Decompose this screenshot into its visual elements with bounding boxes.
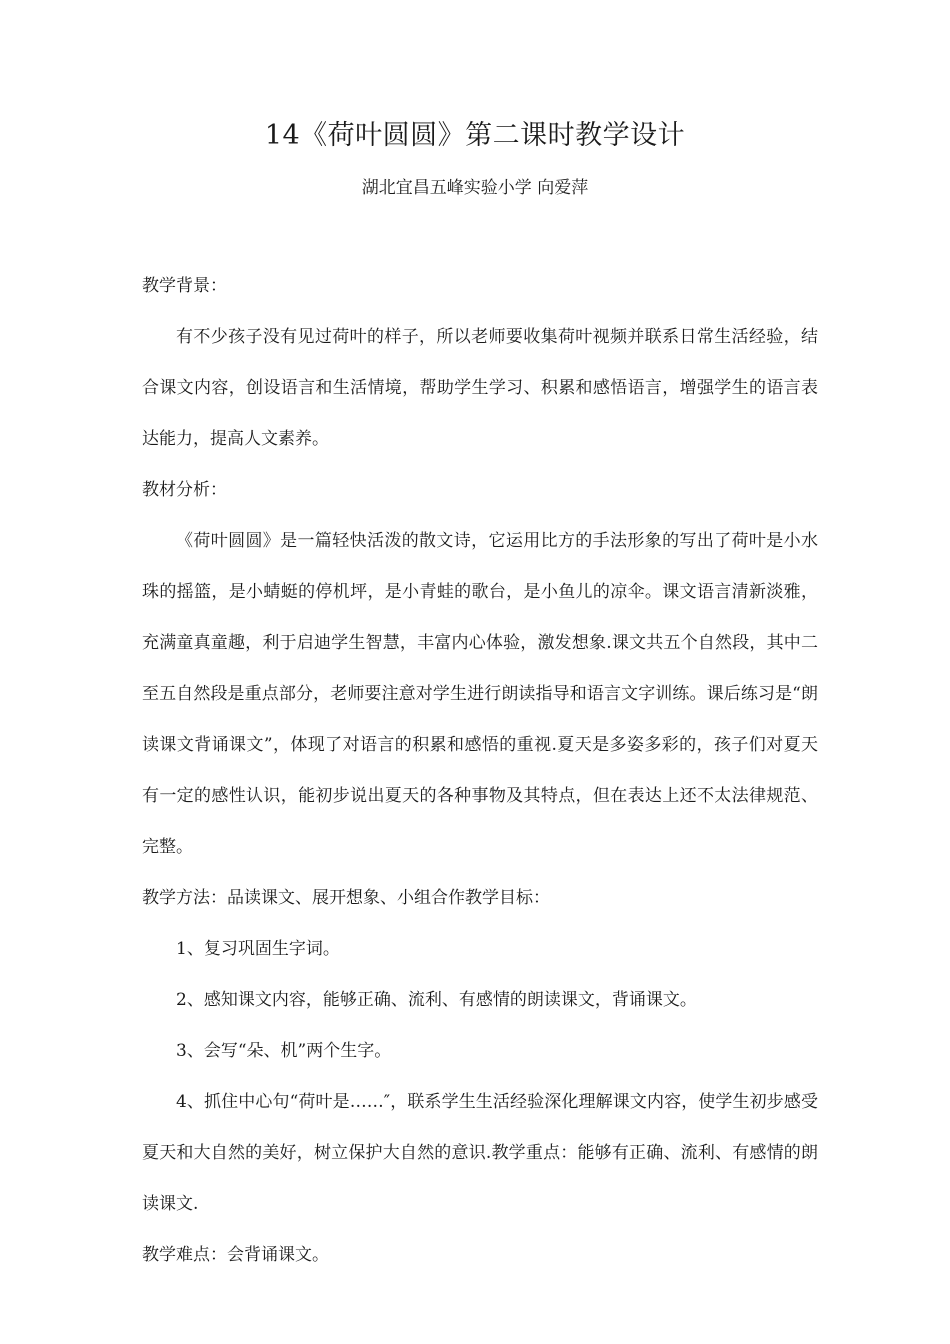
goal-item-2: 2、感知课文内容，能够正确、流利、有感情的朗读课文，背诵课文。 [176, 990, 697, 1010]
document-title: 14《荷叶圆圆》第二课时教学设计 [264, 120, 686, 151]
document-author: 湖北宜昌五峰实验小学 向爱萍 [361, 178, 589, 198]
goal-item-4: 4、抓住中心句“荷叶是……″，联系学生生活经验深化理解课文内容，使学生初步感受夏天和大自然的美好，树立保护大自然的意识.教学重点：能够有正确、流利、有感情的朗读课文. [142, 1092, 818, 1214]
analysis-heading: 教材分析： [142, 480, 227, 500]
analysis-paragraph: 《荷叶圆圆》是一篇轻快活泼的散文诗，它运用比方的手法形象的写出了荷叶是小水珠的摇篮，是小蜻蜓的停机坪，是小青蛙的歌台，是小鱼儿的凉伞。课文语言清新淡雅，充满童真童趣，利于启迪学生智慧，丰富内心体验，激发想象.课文共五个自然段，其中二至五自然段是重点部分，老师要注意对学生进行朗读指导和语言文字训练。课后练习是“朗读课文背诵课文”，体现了对语言的积累和感悟的重视.夏天是多姿多彩的，孩子们对夏天有一定的感性认识，能初步说出夏天的各种事物及其特点，但在表达上还不太法律规范、完整。 [142, 531, 818, 857]
document-body [142, 261, 818, 1281]
goal-item-3: 3、会写“朵、机”两个生字。 [176, 1041, 392, 1061]
difficulty-line: 教学难点：会背诵课文。 [142, 1245, 329, 1265]
background-heading: 教学背景： [142, 276, 227, 296]
goal-item-1: 1、复习巩固生字词。 [176, 939, 340, 959]
background-paragraph: 有不少孩子没有见过荷叶的样子，所以老师要收集荷叶视频并联系日常生活经验，结合课文内容，创设语言和生活情境，帮助学生学习、积累和感悟语言，增强学生的语言表达能力，提高人文素养。 [142, 327, 818, 449]
method-line: 教学方法：品读课文、展开想象、小组合作教学目标： [142, 888, 550, 908]
